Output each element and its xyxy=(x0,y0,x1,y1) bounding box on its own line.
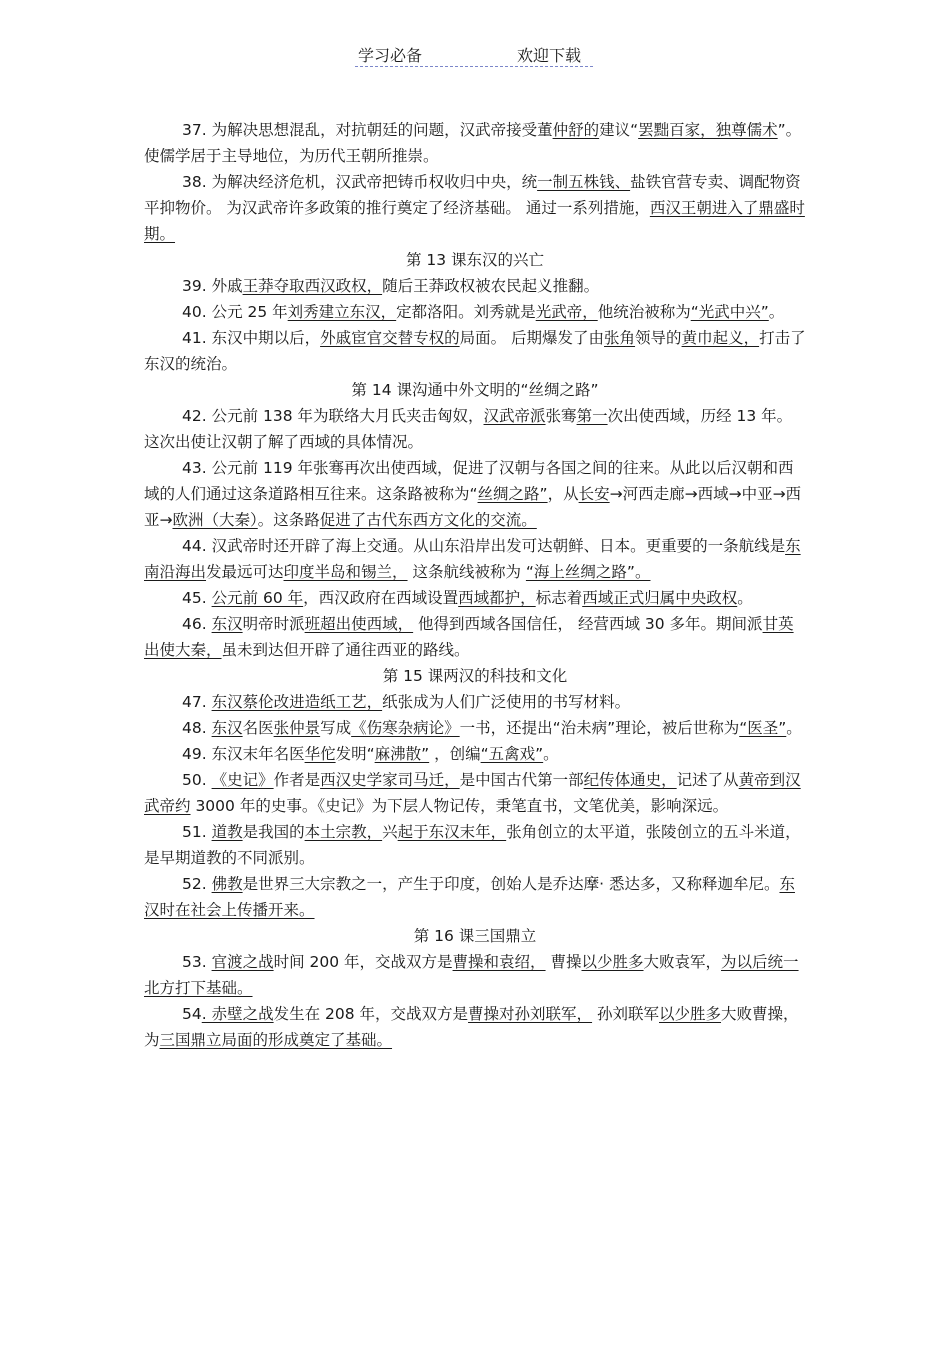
numbered-paragraph xyxy=(144,533,806,585)
text-segment: 43. 公元前 119 年张骞再次出使西域，促进了汉朝与各国之间的往来。从此以后汉朝和西域的人们通过这条道路相互往来。这条路被称为“ xyxy=(144,459,794,503)
text-segment: 。 xyxy=(737,589,753,607)
text-segment: 打击了东汉的统治。 xyxy=(144,329,806,373)
text-segment: 是我国的 xyxy=(242,823,305,841)
text-segment: 51. xyxy=(182,823,212,841)
underlined-key-phrase: 东汉蔡伦改进造纸工艺， xyxy=(211,693,383,711)
text-segment: ，从 xyxy=(547,485,579,503)
underlined-key-phrase: 东汉 xyxy=(211,719,243,737)
underlined-key-phrase: 华佗 xyxy=(304,745,336,763)
text-segment: 。这条路 xyxy=(257,511,320,529)
text-segment: 这条航线被称为 xyxy=(407,563,526,581)
underlined-key-phrase: 张仲景 xyxy=(273,719,321,737)
text-segment: 47. xyxy=(182,693,212,711)
underlined-key-phrase: 王莽夺取西汉政权， xyxy=(242,277,383,295)
text-segment: 虽未到达但开辟了通往西亚的路线。 xyxy=(221,641,470,659)
underlined-key-phrase: 一制五株钱、 xyxy=(537,173,631,191)
numbered-paragraph xyxy=(144,689,806,715)
underlined-key-phrase: 丝绸之路” xyxy=(477,485,548,503)
text-segment: 38. 为解决经济危机，汉武帝把铸币权收归中央，统 xyxy=(182,173,538,191)
text-segment: 名医 xyxy=(242,719,274,737)
underlined-key-phrase: 以少胜多 xyxy=(659,1005,722,1023)
underlined-key-phrase: 汉武帝派 xyxy=(483,407,546,425)
numbered-paragraph xyxy=(144,403,806,455)
underlined-key-phrase: “五禽戏” xyxy=(480,745,544,763)
underlined-key-phrase: 麻沸散” xyxy=(374,745,430,763)
text-segment: →河西走廊→西域→中亚→西亚→ xyxy=(144,485,802,529)
text-segment: ，西汉政府在西域设置 xyxy=(303,589,459,607)
numbered-paragraph xyxy=(144,299,806,325)
underlined-key-phrase: 佛教 xyxy=(211,875,243,893)
numbered-paragraph xyxy=(144,169,806,247)
numbered-paragraph xyxy=(144,715,806,741)
text-segment: 盐铁官营专卖、调配物资平抑物价。 为汉武帝许多政策的推行奠定了经济基础。 通过一系列措施， xyxy=(144,173,801,217)
text-segment: 49. 东汉末年名医 xyxy=(182,745,305,763)
underlined-key-phrase: 西汉史学家司马迁， xyxy=(320,771,460,789)
text-segment: 兴 xyxy=(382,823,398,841)
underlined-key-phrase: 三国鼎立局面的形成奠定了基础。 xyxy=(159,1031,393,1049)
text-segment: ，创编 xyxy=(429,745,481,763)
text-segment: 44. 汉武帝时还开辟了海上交通。从山东沿岸出发可达朝鲜、日本。更重要的一条航线是 xyxy=(182,537,786,555)
underlined-key-phrase: 光武帝， xyxy=(535,303,598,321)
text-segment: 写成 xyxy=(320,719,352,737)
underlined-key-phrase: 东南沿海出 xyxy=(144,537,801,581)
underlined-key-phrase: 西域正式归属中央政权 xyxy=(582,589,738,607)
text-segment: 一书，还提出“治未病”理论，被后世称为 xyxy=(459,719,740,737)
numbered-paragraph xyxy=(144,611,806,663)
text-segment: 次出使西域，历经 13 年。这次出使让汉朝了解了西域的具体情况。 xyxy=(144,407,793,451)
underlined-key-phrase: 《史记》 xyxy=(211,771,274,789)
text-segment: 是中国古代第一部 xyxy=(459,771,584,789)
text-segment: 领导的 xyxy=(635,329,682,347)
numbered-paragraph xyxy=(144,117,806,169)
underlined-key-phrase: 班超出使西域， xyxy=(304,615,414,633)
text-segment: 他统治被称为 xyxy=(597,303,691,321)
text-segment: 42. 公元前 138 年为联络大月氏夹击匈奴， xyxy=(182,407,484,425)
text-segment: 45. xyxy=(182,589,212,607)
underlined-key-phrase: 第一 xyxy=(576,407,608,425)
underlined-key-phrase: 官渡之战 xyxy=(211,953,274,971)
text-segment: 定都洛阳。刘秀就是 xyxy=(396,303,536,321)
underlined-key-phrase: 黄帝到汉武帝约 xyxy=(144,771,801,815)
underlined-key-phrase: 印度半岛和锡兰， xyxy=(283,563,408,581)
text-segment: 记述了从 xyxy=(676,771,739,789)
text-segment: 41. 东汉中期以后， xyxy=(182,329,321,347)
text-segment: 是世界三大宗教之一，产生于印度，创始人是乔达摩· 悉达多，又称释迦牟尼。 xyxy=(242,875,780,893)
text-segment: 孙刘联军 xyxy=(592,1005,659,1023)
underlined-key-phrase: 长安 xyxy=(578,485,610,503)
underlined-key-phrase: 罢黜百家，独尊儒术 xyxy=(638,121,778,139)
underlined-key-phrase: “医圣” xyxy=(739,719,787,737)
text-segment: 54 xyxy=(182,1005,202,1023)
underlined-key-phrase: 欧洲（大秦） xyxy=(172,511,258,529)
numbered-paragraph xyxy=(144,325,806,377)
underlined-key-phrase: 西汉王朝进入了鼎盛时期。 xyxy=(144,199,805,243)
text-segment: 随后王莽政权被农民起义推翻。 xyxy=(382,277,600,295)
text-segment: 时间 200 年，交战双方是 xyxy=(273,953,453,971)
underlined-key-phrase: 外戚宦官交替专权的 xyxy=(320,329,460,347)
text-segment: 发生在 208 年，交战双方是 xyxy=(273,1005,469,1023)
text-segment: 曹操 xyxy=(545,953,582,971)
text-segment: ”。使儒学居于主导地位，为历代王朝所推崇。 xyxy=(144,121,802,165)
numbered-paragraph xyxy=(144,741,806,767)
text-segment: 标志着 xyxy=(535,589,583,607)
text-segment: 53. xyxy=(182,953,212,971)
text-segment: 46. xyxy=(182,615,212,633)
underlined-key-phrase: 东汉 xyxy=(211,615,243,633)
text-segment: 48. xyxy=(182,719,212,737)
text-segment: 明帝时派 xyxy=(242,615,305,633)
underlined-key-phrase: 本土宗教， xyxy=(304,823,383,841)
numbered-paragraph xyxy=(144,1001,806,1053)
underlined-key-phrase: 《伤寒杂病论》 xyxy=(351,719,460,737)
text-segment: 作者是 xyxy=(273,771,321,789)
text-segment: 发明“ xyxy=(335,745,375,763)
numbered-paragraph xyxy=(144,767,806,819)
numbered-paragraph xyxy=(144,585,806,611)
underlined-key-phrase: 仲舒的 xyxy=(552,121,600,139)
underlined-key-phrase: 东汉时在社会上传播开来。 xyxy=(144,875,795,919)
text-segment: 他得到西域各国信任， 经营西域 30 多年。期间派 xyxy=(413,615,763,633)
text-segment: 建议“ xyxy=(599,121,639,139)
page-header xyxy=(355,42,593,67)
text-segment: 39. 外戚 xyxy=(182,277,243,295)
underlined-key-phrase: 西域都护， xyxy=(458,589,536,607)
numbered-paragraph xyxy=(144,871,806,923)
text-segment: 大败袁军， xyxy=(643,953,722,971)
numbered-paragraph xyxy=(144,455,806,533)
numbered-paragraph xyxy=(144,949,806,1001)
text-segment: 52. xyxy=(182,875,212,893)
underlined-key-phrase: . 赤壁之战 xyxy=(201,1005,274,1023)
header-left-text: 学习必备 xyxy=(358,46,423,65)
underlined-key-phrase: “光武中兴” xyxy=(690,303,769,321)
underlined-key-phrase: 促进了古代东西方文化的交流。 xyxy=(319,511,537,529)
section-title: 第 15 课两汉的科技和文化 xyxy=(382,667,568,685)
underlined-key-phrase: 以少胜多 xyxy=(581,953,644,971)
underlined-key-phrase: 公元前 60 年 xyxy=(211,589,304,607)
section-title: 第 13 课东汉的兴亡 xyxy=(405,251,545,269)
text-segment: 张角创立的太平道，张陵创立的五斗米道，是早期道教的不同派别。 xyxy=(144,823,801,867)
text-segment: 37. 为解决思想混乱，对抗朝廷的问题，汉武帝接受董 xyxy=(182,121,553,139)
numbered-paragraph xyxy=(144,273,806,299)
underlined-key-phrase: 道教 xyxy=(211,823,243,841)
text-segment: 局面。 后期爆发了由 xyxy=(459,329,605,347)
text-segment: 。 xyxy=(543,745,559,763)
text-segment: 张骞 xyxy=(545,407,577,425)
text-segment: 。 xyxy=(786,719,802,737)
header-right-text: 欢迎下载 xyxy=(517,46,582,65)
text-segment: 。 xyxy=(768,303,785,321)
text-segment: 40. 公元 25 年 xyxy=(182,303,288,321)
underlined-key-phrase: 曹操对孙刘联军， xyxy=(468,1005,593,1023)
underlined-key-phrase: 甘英出使大秦， xyxy=(144,615,794,659)
underlined-key-phrase: 黄巾起义， xyxy=(681,329,760,347)
underlined-key-phrase: “海上丝绸之路”。 xyxy=(525,563,651,581)
underlined-key-phrase: 曹操和袁绍， xyxy=(452,953,546,971)
text-segment: 纸张成为人们广泛使用的书写材料。 xyxy=(382,693,631,711)
text-segment: 50. xyxy=(182,771,212,789)
underlined-key-phrase: 张角 xyxy=(604,329,636,347)
underlined-key-phrase: 起于东汉末年， xyxy=(397,823,507,841)
text-segment: 发最远可达 xyxy=(206,563,284,581)
underlined-key-phrase: 纪传体通史， xyxy=(583,771,677,789)
text-segment: 大败曹操，为 xyxy=(144,1005,799,1049)
text-segment: 3000 年的史事。《史记》为下层人物记传，秉笔直书，文笔优美，影响深远。 xyxy=(190,797,729,815)
underlined-key-phrase: 刘秀建立东汉， xyxy=(287,303,397,321)
document-body xyxy=(144,117,806,1053)
numbered-paragraph xyxy=(144,819,806,871)
section-title: 第 16 课三国鼎立 xyxy=(413,927,537,945)
section-title: 第 14 课沟通中外文明的“丝绸之路” xyxy=(351,381,599,399)
underlined-key-phrase: 为以后统一北方打下基础。 xyxy=(144,953,799,997)
